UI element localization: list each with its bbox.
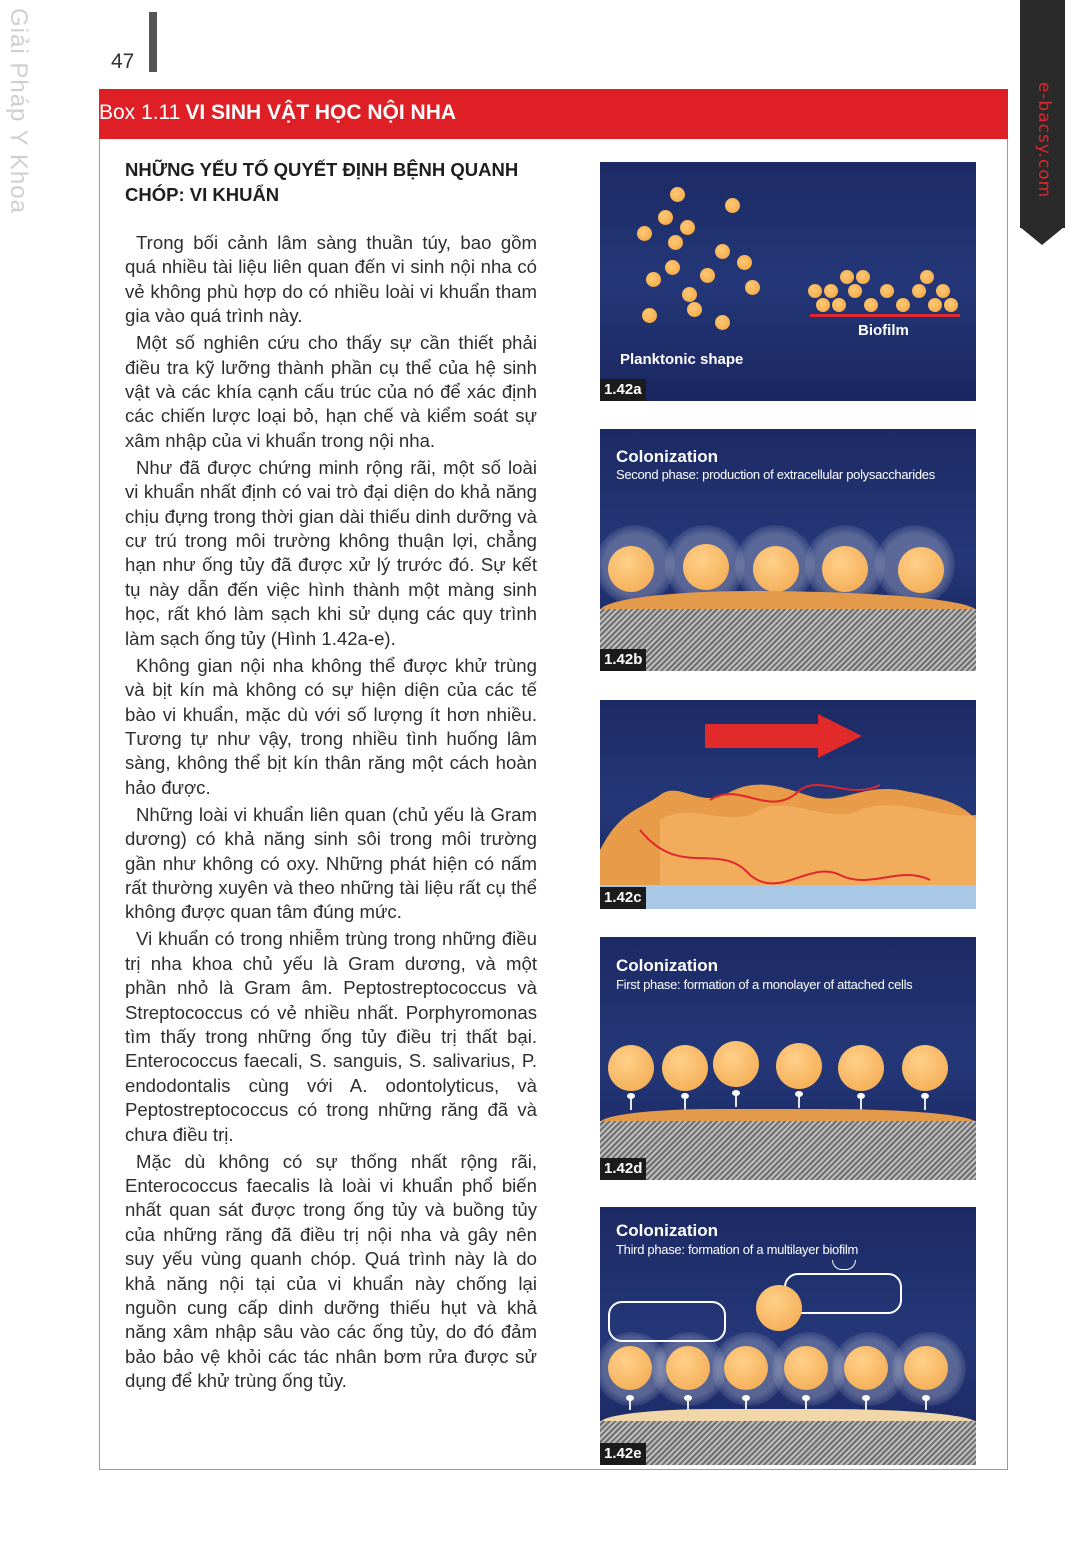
box-title: VI SINH VẬT HỌC NỘI NHA <box>185 101 457 124</box>
figure-1-42e <box>600 1207 976 1465</box>
figure-1-42d <box>600 937 976 1180</box>
brand-logo-text: e-bacsy.com <box>1034 81 1054 199</box>
biofilm-illustration <box>600 700 976 909</box>
figure-label: 1.42e <box>600 1443 646 1465</box>
figure-label: 1.42c <box>600 887 646 909</box>
figure-1-42b <box>600 429 976 671</box>
figure-label: 1.42b <box>600 649 646 671</box>
box-header <box>99 89 1008 139</box>
paragraph: Mặc dù không có sự thống nhất rộng rãi, Enterococcus faecalis là loài vi khuẩn phổ biến nhất quan sát được trong ống tủy và buồng tủy của những răng đã điều trị nội nha và gây nên suy yếu vùng quanh chóp. Quá trình này là do khả năng nội tại của vi khuẩn này chống lại nguồn cung cấp dinh dưỡng thiếu hụt và khả năng xâm nhập sâu vào các ống tủy, do đó đảm bảo bảo vệ khỏi các tác nhân bơm rửa được sử dụng để khử trùng ống tủy. <box>125 1150 537 1392</box>
side-watermark: Giải Pháp Y Khoa <box>5 8 32 214</box>
figure-subtitle: First phase: formation of a monolayer of attached cells <box>616 977 913 992</box>
figure-title: Colonization <box>616 956 718 975</box>
page-number-bar <box>149 12 157 72</box>
figure-caption: Biofilm <box>858 322 909 339</box>
box-number: Box 1.11 <box>99 101 181 124</box>
figure-label: 1.42d <box>600 1158 646 1180</box>
figure-1-42c <box>600 700 976 909</box>
figure-1-42a <box>600 162 976 401</box>
figure-label: 1.42a <box>600 379 646 401</box>
paragraph: Không gian nội nha không thể được khử trùng và bịt kín mà không có sự hiện diện của các tế bào vi khuẩn, mặc dù với số lượng ít hơn nhiều. Tương tự như vậy, trong nhiều tình huống lâm sàng, không thể bịt kín thân răng một cách hoàn hảo được. <box>125 654 537 798</box>
figure-caption: Planktonic shape <box>620 351 744 368</box>
figure-title: Colonization <box>616 447 718 466</box>
paragraph: Trong bối cảnh lâm sàng thuần túy, bao gồm quá nhiều tài liệu liên quan đến vi sinh nội nha có vẻ không phù hợp do có nhiều loài vi khuẩn tham gia vào quá trình này. <box>125 232 537 327</box>
section-title: NHỮNG YẾU TỐ QUYẾT ĐỊNH BỆNH QUANH CHÓP: VI KHUẨN <box>125 159 519 205</box>
figure-subtitle: Third phase: formation of a multilayer biofilm <box>616 1242 858 1257</box>
paragraph: Một số nghiên cứu cho thấy sự cần thiết phải điều tra kỹ lưỡng thành phần cụ thể của hệ sinh vật và các khía cạnh cấu trúc của nó để xác định các chiến lược loại bỏ, hạn chế và kiểm soát sự xâm nhập của vi khuẩn trong nội nha. <box>125 332 537 451</box>
brand-tab-tip <box>1020 227 1064 245</box>
page-number: 47 <box>111 50 135 73</box>
paragraph: Như đã được chứng minh rộng rãi, một số loài vi khuẩn nhất định có vai trò đại diện do khả năng chịu đựng trong thời gian dài thiếu dinh dưỡng và cư trú trong môi trường không thuận lợi, chẳng hạn như ống tủy đã được xử lý trước đó. Sự kết tụ này dẫn đến việc hình thành một màng sinh học, rất khó làm sạch khi sử dụng các quy trình làm sạch ống tủy (Hình 1.42a-e). <box>125 456 537 649</box>
figure-title: Colonization <box>616 1221 718 1240</box>
paragraph: Vi khuẩn có trong nhiễm trùng trong những điều trị nha khoa chủ yếu là Gram dương, và một phần nhỏ là Gram âm. Peptostreptococcus và Streptococcus có vẻ nhiều nhất. Porphyromonas tìm thấy trong những ống tủy điều trị thất bại. Enterococcus faecali, S. sanguis, S. salivarius, P. endodontalis cùng với A. odontolyticus, và Peptostreptococcus có trong những răng đã và chưa điều trị. <box>125 928 537 1145</box>
body-text <box>125 231 537 1396</box>
paragraph: Những loài vi khuẩn liên quan (chủ yếu là Gram dương) có khả năng sinh sôi trong môi trường gần như không có oxy. Những phát hiện có nấm rất thường xuyên và theo những tài liệu rất cụ thể không được quan tâm đúng mức. <box>125 803 537 923</box>
figure-subtitle: Second phase: production of extracellular polysaccharides <box>616 467 935 482</box>
